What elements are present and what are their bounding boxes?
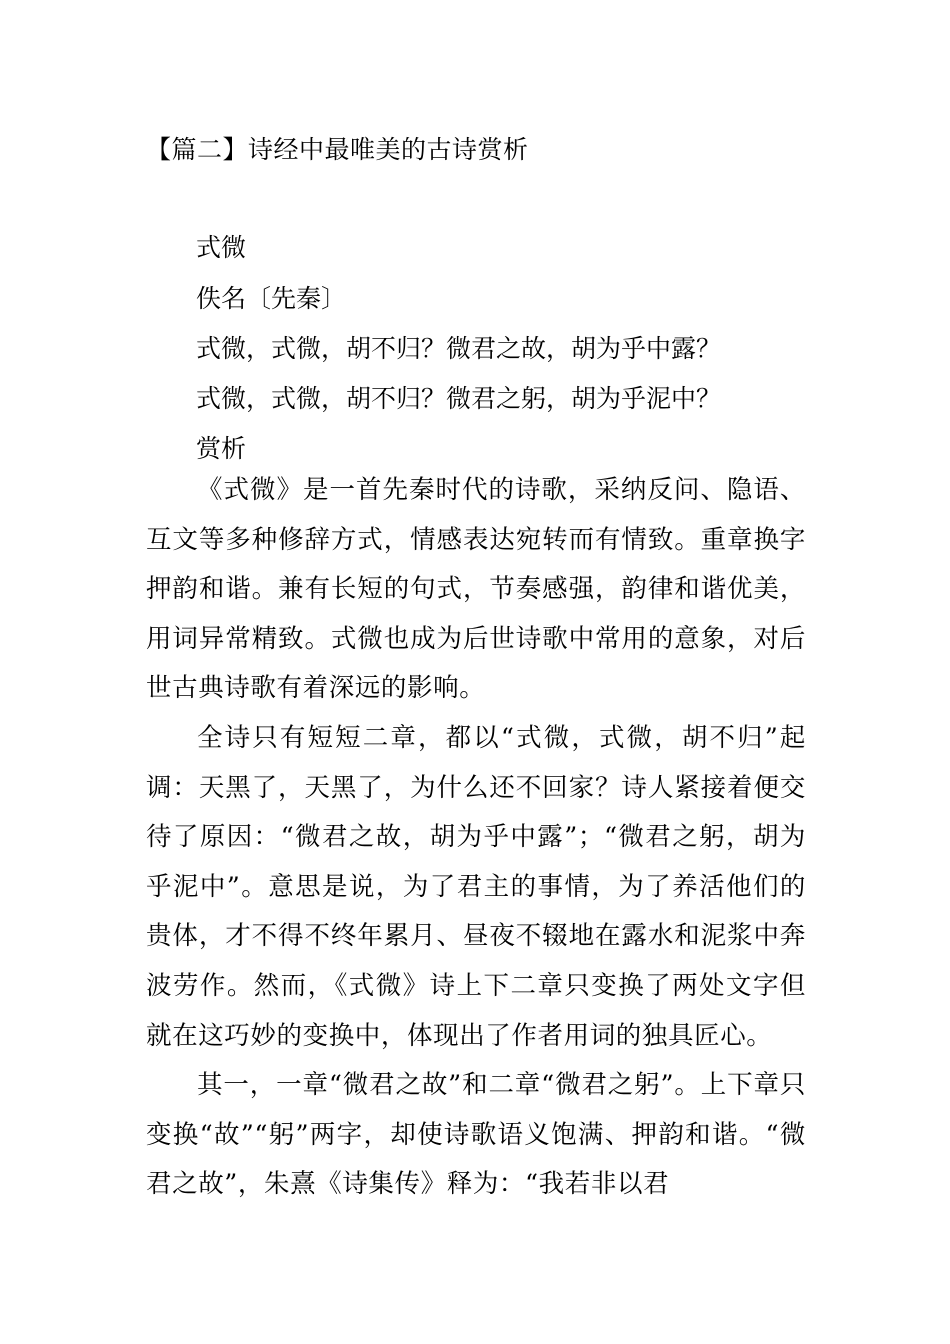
section-label: 赏析 (196, 434, 247, 463)
poem-title: 式微 (196, 233, 247, 262)
poem-line-1: 式微，式微，胡不归？微君之故，胡为乎中露？ (196, 334, 722, 363)
document-heading: 【篇二】诗经中最唯美的古诗赏析 (146, 135, 529, 164)
body-paragraph-2: 全诗只有短短二章，都以“式微，式微，胡不归”起调：天黑了，天黑了，为什么还不回家？诗人紧接着便交待了原因：“微君之故，胡为乎中露”；“微君之躬，胡为乎泥中”。意思是说，为了君主的事情，为了养活他们的贵体，才不得不终年累月、昼夜不辍地在露水和泥浆中奔波劳作。然而，《式微》诗上下二章只变换了两处文字但就在这巧妙的变换中，体现出了作者用词的独具匠心。 (146, 723, 806, 1051)
body-paragraph-1: 《式微》是一首先秦时代的诗歌，采纳反问、隐语、互文等多种修辞方式，情感表达宛转而有情致。重章换字押韵和谐。兼有长短的句式，节奏感强，韵律和谐优美，用词异常精致。式微也成为后世诗歌中常用的意象，对后世古典诗歌有着深远的影响。 (146, 475, 806, 704)
poem-author: 佚名〔先秦〕 (196, 284, 347, 313)
poem-line-2: 式微，式微，胡不归？微君之躬，胡为乎泥中？ (196, 384, 722, 413)
body-paragraph-3: 其一，一章“微君之故”和二章“微君之躬”。上下章只变换“故”“躬”两字，却使诗歌语义饱满、押韵和谐。“微君之故”，朱熹《诗集传》释为：“我若非以君 (146, 1070, 806, 1200)
